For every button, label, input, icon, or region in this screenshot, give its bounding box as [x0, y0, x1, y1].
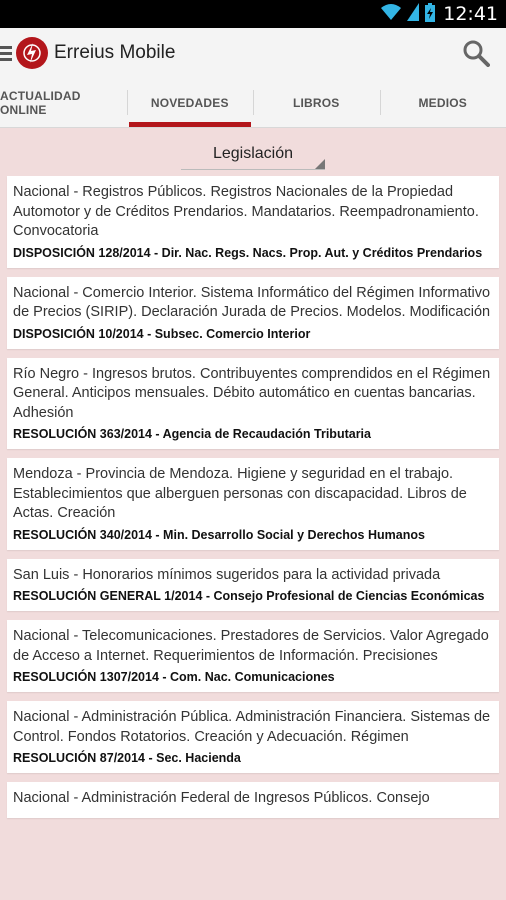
item-description: Nacional - Telecomunicaciones. Prestadores de Servicios. Valor Agregado de Acceso a Internet. Requerimientos de Información. Precisiones [13, 628, 489, 664]
item-description: Nacional - Registros Públicos. Registros Nacionales de la Propiedad Automotor y de Créditos Prendarios. Mandatarios. Reempadronamiento. Convocatoria [13, 184, 479, 239]
list-item[interactable] [7, 458, 499, 550]
list-item[interactable] [7, 701, 499, 773]
app-bar [0, 28, 506, 78]
tab-label: LIBROS [292, 95, 340, 110]
tab-libros[interactable] [253, 78, 380, 127]
status-time: 12:41 [443, 3, 498, 25]
signal-icon [407, 3, 419, 25]
menu-icon[interactable] [0, 46, 12, 61]
item-reference: RESOLUCIÓN 87/2014 - Sec. Hacienda [13, 751, 241, 765]
dropdown-caret-icon [315, 159, 325, 169]
item-description: Nacional - Comercio Interior. Sistema Informático del Régimen Informativo de Precios (SIRIP). Declaración Jurada de Precios. Modelos. Modificación [13, 284, 491, 320]
filter-row [0, 128, 506, 170]
list-item[interactable] [7, 358, 499, 450]
item-reference: DISPOSICIÓN 10/2014 - Subsec. Comercio Interior [13, 326, 311, 341]
list-item[interactable] [7, 620, 499, 692]
tab-medios[interactable] [380, 78, 506, 127]
item-reference: RESOLUCIÓN 1307/2014 - Com. Nac. Comunicaciones [13, 670, 335, 684]
item-reference: DISPOSICIÓN 128/2014 - Dir. Nac. Regs. Nacs. Prop. Aut. y Créditos Prendarios [13, 245, 483, 260]
tab-label: ACTUALIDAD ONLINE [0, 88, 81, 117]
tab-novedades[interactable] [127, 78, 254, 127]
list-item[interactable] [7, 559, 499, 612]
item-description: Nacional - Administración Pública. Administración Financiera. Sistemas de Control. Fondos Rotatorios. Creación y Adecuación. Régimen [13, 709, 491, 745]
dropdown-value: Legislación [212, 145, 294, 162]
status-bar [0, 0, 506, 28]
item-description: Mendoza - Provincia de Mendoza. Higiene y seguridad en el trabajo. Establecimientos que alberguen personas con discapacidad. Libros de Actas. Creación [13, 466, 467, 521]
app-title: Erreius Mobile [54, 42, 176, 63]
wifi-icon [381, 3, 401, 25]
item-reference: RESOLUCIÓN 340/2014 - Min. Desarrollo Social y Derechos Humanos [13, 527, 425, 542]
item-description: Río Negro - Ingresos brutos. Contribuyentes comprendidos en el Régimen General. Anticipos mensuales. Débito automático en cuentas bancarias. Adhesión [13, 365, 491, 421]
news-list [0, 176, 506, 818]
list-item[interactable] [7, 782, 499, 818]
battery-icon [425, 3, 435, 26]
item-reference: RESOLUCIÓN 363/2014 - Agencia de Recaudación Tributaria [13, 427, 371, 441]
logo-icon[interactable] [16, 37, 48, 69]
list-item[interactable] [7, 176, 499, 268]
list-item[interactable] [7, 277, 499, 349]
tab-label: MEDIOS [418, 95, 468, 110]
item-reference: RESOLUCIÓN GENERAL 1/2014 - Consejo Profesional de Ciencias Económicas [13, 589, 485, 603]
item-description: Nacional - Administración Federal de Ingresos Públicos. Consejo [13, 790, 430, 806]
tab-label: NOVEDADES [150, 95, 229, 110]
tab-bar [0, 78, 506, 128]
category-dropdown[interactable] [181, 139, 325, 170]
tab-actualidad-online[interactable] [0, 78, 127, 127]
item-description: San Luis - Honorarios mínimos sugeridos para la actividad privada [13, 566, 441, 583]
search-icon[interactable] [462, 39, 490, 67]
